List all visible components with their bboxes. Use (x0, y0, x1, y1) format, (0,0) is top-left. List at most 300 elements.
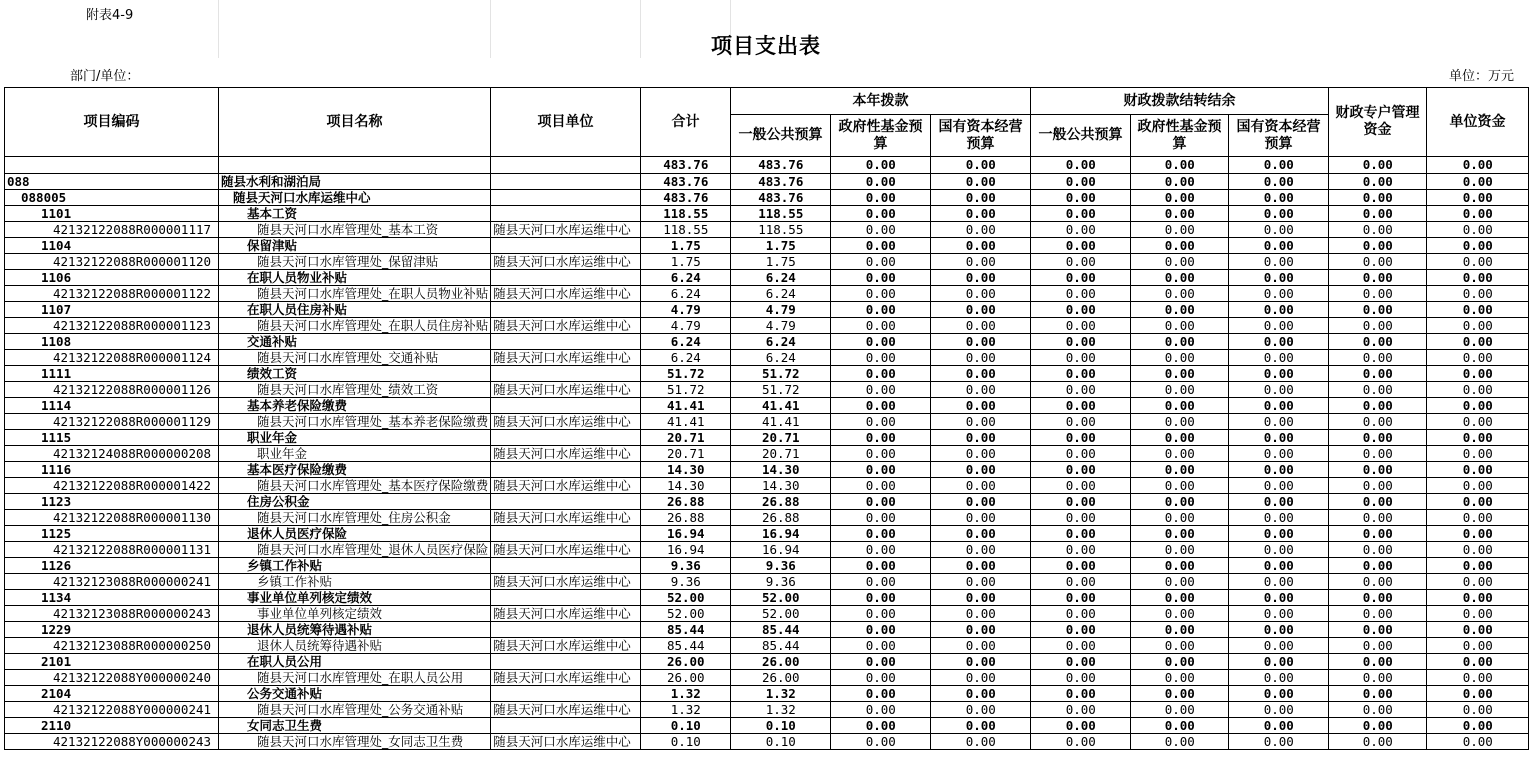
cell-amount: 0.00 (1329, 477, 1427, 493)
header-carryover: 财政拨款结转结余 (1031, 88, 1329, 115)
table-row (5, 461, 1529, 477)
cell-amount: 0.00 (1131, 221, 1229, 237)
cell-project-name: 公务交通补贴 (219, 685, 491, 701)
header-current-year: 本年拨款 (731, 88, 1031, 115)
cell-amount: 1.75 (641, 237, 731, 253)
table-row (5, 717, 1529, 733)
cell-amount: 0.00 (1229, 605, 1329, 621)
cell-amount: 0.00 (931, 381, 1031, 397)
cell-amount: 0.00 (1031, 637, 1131, 653)
cell-amount: 0.10 (731, 717, 831, 733)
cell-project-unit: 随县天河口水库运维中心 (491, 573, 641, 589)
cell-project-code: 088 (5, 173, 219, 189)
cell-project-name: 在职人员物业补贴 (219, 269, 491, 285)
cell-project-name: 退休人员统筹待遇补贴 (219, 621, 491, 637)
cell-amount: 0.00 (831, 413, 931, 429)
cell-amount: 0.00 (831, 317, 931, 333)
cell-amount: 0.00 (931, 157, 1031, 173)
cell-amount: 0.00 (1131, 605, 1229, 621)
cell-amount: 0.00 (931, 701, 1031, 717)
cell-project-unit: 随县天河口水库运维中心 (491, 733, 641, 749)
cell-amount: 0.00 (831, 205, 931, 221)
cell-amount: 0.00 (1329, 557, 1427, 573)
cell-amount: 0.00 (1031, 509, 1131, 525)
table-row (5, 253, 1529, 269)
header-special-fund: 财政专户管理资金 (1329, 88, 1427, 157)
cell-project-name: 随县天河口水库管理处_在职人员住房补贴 (219, 317, 491, 333)
cell-amount: 0.00 (1031, 669, 1131, 685)
cell-amount: 0.00 (1031, 653, 1131, 669)
cell-project-code: 42132122088R000001129 (5, 413, 219, 429)
cell-amount: 0.00 (1131, 157, 1229, 173)
cell-amount: 0.00 (1131, 477, 1229, 493)
cell-amount: 0.00 (1031, 589, 1131, 605)
cell-amount: 52.00 (641, 605, 731, 621)
cell-project-name: 基本工资 (219, 205, 491, 221)
cell-amount: 26.00 (731, 653, 831, 669)
cell-project-name: 职业年金 (219, 429, 491, 445)
cell-amount: 0.00 (831, 669, 931, 685)
cell-amount: 0.00 (1229, 253, 1329, 269)
cell-project-name: 基本医疗保险缴费 (219, 461, 491, 477)
cell-amount: 0.00 (1031, 621, 1131, 637)
cell-amount: 0.00 (1329, 189, 1427, 205)
cell-amount: 0.00 (1031, 205, 1131, 221)
cell-amount: 0.00 (1131, 173, 1229, 189)
cell-amount: 0.00 (1131, 205, 1229, 221)
header-gov-fund: 政府性基金预算 (831, 115, 931, 157)
cell-amount: 0.00 (1229, 429, 1329, 445)
cell-amount: 0.00 (831, 157, 931, 173)
cell-amount: 0.00 (1427, 461, 1529, 477)
cell-amount: 16.94 (641, 541, 731, 557)
cell-amount: 1.32 (641, 685, 731, 701)
cell-project-code: 1108 (5, 333, 219, 349)
cell-amount: 0.00 (1031, 733, 1131, 749)
cell-amount: 1.32 (731, 701, 831, 717)
table-row (5, 445, 1529, 461)
table-row (5, 397, 1529, 413)
cell-amount: 14.30 (731, 477, 831, 493)
cell-project-name (219, 157, 491, 173)
cell-amount: 0.00 (1329, 221, 1427, 237)
cell-amount: 0.00 (1329, 237, 1427, 253)
cell-amount: 0.00 (1229, 221, 1329, 237)
cell-amount: 0.00 (1229, 557, 1329, 573)
cell-project-unit (491, 269, 641, 285)
cell-amount: 6.24 (641, 285, 731, 301)
cell-project-unit (491, 189, 641, 205)
cell-amount: 0.00 (1229, 525, 1329, 541)
cell-amount: 51.72 (641, 365, 731, 381)
cell-project-code (5, 157, 219, 173)
cell-amount: 0.00 (831, 509, 931, 525)
table-row (5, 733, 1529, 749)
cell-amount: 41.41 (731, 397, 831, 413)
table-row (5, 429, 1529, 445)
table-row (5, 637, 1529, 653)
cell-amount: 20.71 (641, 429, 731, 445)
cell-project-unit (491, 461, 641, 477)
cell-amount: 0.00 (831, 701, 931, 717)
cell-amount: 0.00 (1031, 717, 1131, 733)
cell-amount: 0.00 (831, 429, 931, 445)
cell-project-code: 42132122088Y000000241 (5, 701, 219, 717)
cell-amount: 0.00 (1131, 269, 1229, 285)
cell-amount: 0.00 (931, 397, 1031, 413)
cell-amount: 0.00 (1329, 205, 1427, 221)
cell-project-name: 随县天河口水库管理处_在职人员公用 (219, 669, 491, 685)
cell-amount: 0.00 (1427, 397, 1529, 413)
cell-amount: 6.24 (731, 269, 831, 285)
cell-amount: 0.00 (1031, 301, 1131, 317)
cell-amount: 0.00 (931, 557, 1031, 573)
cell-amount: 0.00 (831, 573, 931, 589)
cell-amount: 0.00 (1229, 205, 1329, 221)
cell-amount: 0.00 (1329, 285, 1427, 301)
cell-amount: 0.00 (831, 717, 931, 733)
cell-amount: 16.94 (731, 541, 831, 557)
cell-amount: 0.00 (1229, 333, 1329, 349)
cell-project-code: 1106 (5, 269, 219, 285)
cell-amount: 26.88 (731, 493, 831, 509)
cell-project-unit (491, 157, 641, 173)
cell-project-code: 1116 (5, 461, 219, 477)
cell-amount: 0.00 (1031, 173, 1131, 189)
cell-amount: 20.71 (731, 429, 831, 445)
cell-amount: 0.00 (831, 189, 931, 205)
cell-amount: 0.00 (1131, 509, 1229, 525)
cell-project-unit (491, 397, 641, 413)
cell-amount: 0.00 (1427, 445, 1529, 461)
cell-amount: 0.00 (831, 685, 931, 701)
cell-amount: 41.41 (731, 413, 831, 429)
cell-amount: 0.00 (1131, 557, 1229, 573)
cell-project-unit (491, 557, 641, 573)
cell-amount: 9.36 (641, 557, 731, 573)
cell-amount: 14.30 (641, 477, 731, 493)
cell-amount: 0.00 (831, 493, 931, 509)
cell-project-unit (491, 525, 641, 541)
cell-amount: 52.00 (641, 589, 731, 605)
cell-amount: 0.00 (1031, 157, 1131, 173)
cell-amount: 118.55 (641, 221, 731, 237)
cell-amount: 0.00 (1427, 317, 1529, 333)
cell-amount: 52.00 (731, 589, 831, 605)
cell-amount: 0.00 (931, 653, 1031, 669)
cell-project-name: 在职人员住房补贴 (219, 301, 491, 317)
table-row (5, 301, 1529, 317)
cell-amount: 118.55 (731, 221, 831, 237)
cell-amount: 0.00 (1329, 157, 1427, 173)
cell-project-unit (491, 717, 641, 733)
cell-amount: 0.00 (831, 605, 931, 621)
cell-amount: 0.00 (1427, 541, 1529, 557)
cell-amount: 4.79 (731, 301, 831, 317)
cell-project-code: 42132122088R000001130 (5, 509, 219, 525)
table-row (5, 381, 1529, 397)
cell-project-code: 42132122088R000001123 (5, 317, 219, 333)
cell-amount: 0.00 (931, 317, 1031, 333)
cell-amount: 0.00 (1031, 525, 1131, 541)
cell-amount: 0.00 (1031, 237, 1131, 253)
cell-amount: 0.00 (1031, 317, 1131, 333)
cell-amount: 6.24 (641, 333, 731, 349)
cell-project-code: 088005 (5, 189, 219, 205)
table-row (5, 157, 1529, 173)
cell-amount: 0.00 (1031, 365, 1131, 381)
cell-amount: 0.00 (831, 637, 931, 653)
table-row (5, 189, 1529, 205)
cell-project-name: 女同志卫生费 (219, 717, 491, 733)
cell-project-name: 退休人员统筹待遇补贴 (219, 637, 491, 653)
cell-project-code: 42132124088R000000208 (5, 445, 219, 461)
cell-amount: 0.00 (1131, 493, 1229, 509)
cell-amount: 118.55 (731, 205, 831, 221)
cell-amount: 0.00 (1427, 573, 1529, 589)
cell-amount: 0.00 (931, 605, 1031, 621)
cell-amount: 0.00 (1131, 253, 1229, 269)
cell-amount: 0.00 (1229, 285, 1329, 301)
cell-amount: 0.00 (1329, 269, 1427, 285)
cell-amount: 0.00 (831, 477, 931, 493)
cell-amount: 1.32 (641, 701, 731, 717)
cell-amount: 0.00 (1329, 573, 1427, 589)
cell-amount: 0.00 (1131, 589, 1229, 605)
cell-amount: 9.36 (731, 557, 831, 573)
cell-project-code: 42132122088R000001120 (5, 253, 219, 269)
cell-amount: 1.75 (641, 253, 731, 269)
cell-amount: 0.00 (1427, 285, 1529, 301)
table-row (5, 701, 1529, 717)
unit-label: 单位：万元 (1448, 69, 1514, 84)
cell-amount: 483.76 (641, 173, 731, 189)
cell-amount: 0.00 (1329, 637, 1427, 653)
cell-amount: 0.00 (1427, 621, 1529, 637)
cell-amount: 0.00 (931, 365, 1031, 381)
cell-amount: 0.00 (931, 717, 1031, 733)
cell-amount: 0.10 (641, 733, 731, 749)
cell-amount: 0.00 (1031, 333, 1131, 349)
cell-amount: 0.00 (1427, 413, 1529, 429)
table-row (5, 221, 1529, 237)
cell-amount: 0.00 (1329, 349, 1427, 365)
cell-project-code: 42132122088R000001117 (5, 221, 219, 237)
cell-amount: 0.00 (1229, 685, 1329, 701)
cell-amount: 0.00 (831, 253, 931, 269)
cell-amount: 14.30 (731, 461, 831, 477)
cell-project-code: 2101 (5, 653, 219, 669)
table-row (5, 205, 1529, 221)
cell-amount: 0.00 (1427, 717, 1529, 733)
cell-project-unit (491, 589, 641, 605)
cell-amount: 0.00 (1031, 349, 1131, 365)
cell-project-unit (491, 333, 641, 349)
cell-amount: 0.00 (1427, 685, 1529, 701)
table-row (5, 237, 1529, 253)
cell-amount: 0.00 (1031, 477, 1131, 493)
cell-amount: 0.00 (1229, 541, 1329, 557)
cell-amount: 0.00 (1031, 701, 1131, 717)
cell-amount: 85.44 (641, 637, 731, 653)
cell-amount: 0.00 (1427, 429, 1529, 445)
cell-project-code: 42132122088R000001122 (5, 285, 219, 301)
cell-amount: 52.00 (731, 605, 831, 621)
cell-amount: 0.00 (1427, 509, 1529, 525)
cell-amount: 0.00 (831, 365, 931, 381)
cell-amount: 0.00 (1229, 717, 1329, 733)
cell-amount: 0.00 (831, 397, 931, 413)
cell-amount: 0.00 (931, 333, 1031, 349)
header-code: 项目编码 (5, 88, 219, 157)
cell-project-unit: 随县天河口水库运维中心 (491, 349, 641, 365)
cell-project-unit: 随县天河口水库运维中心 (491, 509, 641, 525)
cell-amount: 4.79 (731, 317, 831, 333)
cell-amount: 0.00 (1131, 637, 1229, 653)
cell-project-code: 42132122088Y000000240 (5, 669, 219, 685)
cell-amount: 0.00 (1131, 525, 1229, 541)
cell-amount: 0.00 (1229, 445, 1329, 461)
table-row (5, 333, 1529, 349)
cell-amount: 0.00 (931, 573, 1031, 589)
cell-project-code: 42132122088R000001126 (5, 381, 219, 397)
cell-amount: 85.44 (641, 621, 731, 637)
cell-amount: 0.00 (1329, 381, 1427, 397)
cell-amount: 0.00 (1131, 237, 1229, 253)
cell-project-code: 1123 (5, 493, 219, 509)
cell-amount: 0.00 (1329, 621, 1427, 637)
cell-amount: 0.00 (1427, 493, 1529, 509)
cell-amount: 0.00 (1031, 445, 1131, 461)
cell-amount: 0.00 (1031, 285, 1131, 301)
cell-amount: 0.00 (1427, 333, 1529, 349)
cell-amount: 0.00 (931, 285, 1031, 301)
cell-amount: 0.00 (1131, 397, 1229, 413)
cell-amount: 0.00 (1427, 381, 1529, 397)
cell-project-unit: 随县天河口水库运维中心 (491, 381, 641, 397)
cell-amount: 0.00 (1131, 653, 1229, 669)
cell-amount: 0.00 (1229, 349, 1329, 365)
cell-project-unit (491, 205, 641, 221)
cell-amount: 0.00 (1427, 605, 1529, 621)
table-row (5, 653, 1529, 669)
cell-amount: 0.00 (1427, 173, 1529, 189)
page-title: 项目支出表 (711, 34, 821, 58)
cell-amount: 0.00 (1031, 429, 1131, 445)
cell-amount: 0.00 (831, 269, 931, 285)
header-carry-gov-fund: 政府性基金预算 (1131, 115, 1229, 157)
cell-amount: 0.00 (1131, 573, 1229, 589)
cell-amount: 0.00 (1229, 461, 1329, 477)
cell-project-code: 1101 (5, 205, 219, 221)
cell-amount: 0.00 (1031, 461, 1131, 477)
cell-project-name: 绩效工资 (219, 365, 491, 381)
cell-project-code: 1114 (5, 397, 219, 413)
cell-amount: 483.76 (641, 189, 731, 205)
header-unit: 项目单位 (491, 88, 641, 157)
cell-project-unit: 随县天河口水库运维中心 (491, 701, 641, 717)
cell-project-unit: 随县天河口水库运维中心 (491, 669, 641, 685)
cell-amount: 6.24 (731, 285, 831, 301)
cell-amount: 16.94 (731, 525, 831, 541)
cell-amount: 0.00 (1031, 189, 1131, 205)
cell-amount: 0.00 (1131, 701, 1229, 717)
table-row (5, 317, 1529, 333)
cell-project-name: 随县天河口水库管理处_退休人员医疗保险 (219, 541, 491, 557)
table-row (5, 573, 1529, 589)
cell-amount: 0.00 (1427, 301, 1529, 317)
cell-project-name: 保留津贴 (219, 237, 491, 253)
cell-amount: 0.00 (1329, 317, 1427, 333)
cell-amount: 0.00 (1329, 541, 1427, 557)
cell-amount: 0.00 (1229, 397, 1329, 413)
cell-project-code: 42132122088R000001422 (5, 477, 219, 493)
cell-amount: 0.00 (1229, 317, 1329, 333)
cell-project-name: 在职人员公用 (219, 653, 491, 669)
cell-amount: 0.00 (1329, 509, 1427, 525)
cell-project-unit: 随县天河口水库运维中心 (491, 445, 641, 461)
cell-amount: 483.76 (641, 157, 731, 173)
cell-amount: 0.00 (831, 301, 931, 317)
cell-amount: 0.00 (1031, 557, 1131, 573)
cell-amount: 26.88 (641, 493, 731, 509)
cell-amount: 0.00 (1427, 205, 1529, 221)
cell-amount: 0.00 (1427, 557, 1529, 573)
cell-project-unit (491, 493, 641, 509)
cell-amount: 0.00 (1329, 461, 1427, 477)
cell-amount: 0.00 (831, 445, 931, 461)
cell-amount: 0.00 (1131, 717, 1229, 733)
cell-project-code: 1229 (5, 621, 219, 637)
cell-project-name: 随县水利和湖泊局 (219, 173, 491, 189)
table-row (5, 349, 1529, 365)
cell-amount: 0.00 (1229, 189, 1329, 205)
cell-amount: 0.00 (1131, 365, 1229, 381)
cell-amount: 6.24 (641, 269, 731, 285)
cell-amount: 0.00 (1229, 589, 1329, 605)
cell-amount: 0.00 (1427, 189, 1529, 205)
cell-amount: 0.00 (1329, 701, 1427, 717)
cell-amount: 0.00 (931, 237, 1031, 253)
cell-amount: 0.00 (931, 269, 1031, 285)
cell-project-unit: 随县天河口水库运维中心 (491, 285, 641, 301)
cell-amount: 0.00 (1131, 669, 1229, 685)
cell-amount: 0.00 (931, 637, 1031, 653)
cell-project-code: 2104 (5, 685, 219, 701)
cell-amount: 0.00 (1329, 413, 1427, 429)
sheet-top-row (0, 0, 1532, 24)
annex-label: 附表4-9 (86, 8, 134, 23)
table-row (5, 477, 1529, 493)
cell-amount: 0.00 (1427, 365, 1529, 381)
cell-amount: 0.00 (831, 285, 931, 301)
cell-amount: 0.00 (1329, 589, 1427, 605)
cell-project-name: 事业单位单列核定绩效 (219, 589, 491, 605)
cell-amount: 14.30 (641, 461, 731, 477)
cell-amount: 0.00 (931, 477, 1031, 493)
cell-project-unit (491, 237, 641, 253)
table-row (5, 493, 1529, 509)
header-carry-state-capital: 国有资本经营预算 (1229, 115, 1329, 157)
cell-amount: 0.00 (1229, 653, 1329, 669)
cell-amount: 0.00 (1229, 173, 1329, 189)
cell-amount: 0.00 (931, 413, 1031, 429)
cell-amount: 85.44 (731, 637, 831, 653)
cell-project-code: 42132122088R000001124 (5, 349, 219, 365)
cell-amount: 0.00 (1229, 637, 1329, 653)
cell-project-name: 随县天河口水库管理处_基本养老保险缴费 (219, 413, 491, 429)
cell-amount: 0.00 (1031, 269, 1131, 285)
